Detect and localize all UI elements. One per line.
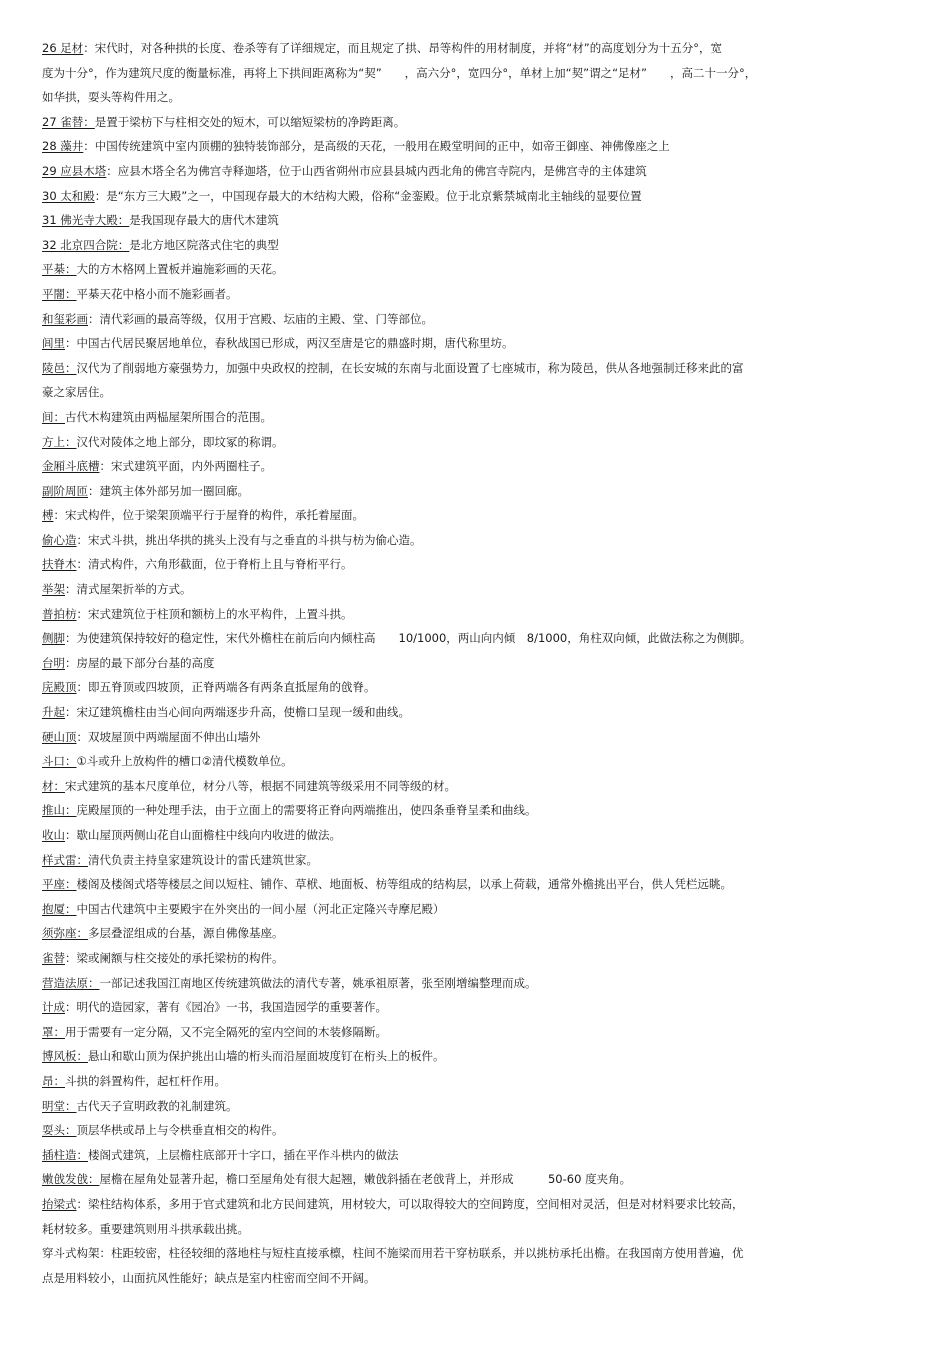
glossary-term: 须弥座： <box>42 926 88 941</box>
glossary-definition: ：宋式斗拱，挑出华拱的挑头上没有与之垂直的斗拱与枋为偷心造。 <box>76 532 422 547</box>
text-line <box>42 626 922 651</box>
glossary-term: 硬山顶 <box>42 729 77 744</box>
glossary-definition: 大的方木格网上置板并遍施彩画的天花。 <box>76 262 284 277</box>
text-line <box>42 36 922 61</box>
glossary-definition: ：宋式构件，位于梁架顶端平行于屋脊的构件，承托着屋面。 <box>53 508 364 523</box>
text-line <box>42 872 922 897</box>
glossary-term: 闾里 <box>42 336 65 351</box>
text-line <box>42 971 922 996</box>
glossary-definition: 汉代为了削弱地方豪强势力，加强中央政权的控制，在长安城的东南与北面设置了七座城市，称为陵邑，供从各地强制迁移来此的富 <box>76 360 744 375</box>
text-line <box>42 159 922 184</box>
text-line <box>42 798 922 823</box>
text-line <box>42 602 922 627</box>
text-line <box>42 1044 922 1069</box>
text-line <box>42 503 922 528</box>
glossary-definition: ：中国古代居民聚居地单位，春秋战国已形成，两汉至唐是它的鼎盛时期，唐代称里坊。 <box>65 336 514 351</box>
glossary-definition: ：清代彩画的最高等级，仅用于宫殿、坛庙的主殿、堂、门等部位。 <box>88 311 433 326</box>
glossary-term: 昂： <box>42 1073 65 1088</box>
glossary-term: 平棊： <box>42 262 77 277</box>
text-line <box>42 1192 922 1217</box>
glossary-definition: 宋式建筑的基本尺度单位，材分八等，根据不同建筑等级采用不同等级的材。 <box>65 778 456 793</box>
glossary-definition: ：是“东方三大殿”之一，中国现存最大的木结构大殿，俗称“金銮殿。位于北京紫禁城南北主轴线的显要位置 <box>94 188 642 203</box>
text-line <box>42 1094 922 1119</box>
text-line <box>42 1266 922 1291</box>
text-line <box>42 233 922 258</box>
glossary-definition: 平棊天花中格小而不施彩画者。 <box>76 286 238 301</box>
glossary-term: 举架 <box>42 582 65 597</box>
glossary-term: 扶脊木 <box>42 557 77 572</box>
text-line <box>42 552 922 577</box>
glossary-definition: 是置于梁枋下与柱相交处的短木，可以缩短梁枋的净跨距离。 <box>94 114 406 129</box>
text-line <box>42 479 922 504</box>
glossary-term: 27 雀替： <box>42 114 95 129</box>
glossary-definition: ：宋式建筑位于柱顶和额枋上的水平构件，上置斗拱。 <box>76 606 353 621</box>
glossary-term: 明堂： <box>42 1098 77 1113</box>
text-line <box>42 208 922 233</box>
glossary-term: 榑 <box>42 508 54 523</box>
text-line <box>42 134 922 159</box>
glossary-term: 侧脚 <box>42 631 65 646</box>
text-line <box>42 282 922 307</box>
glossary-definition: 如华拱，耍头等构件用之。 <box>42 90 180 105</box>
glossary-definition: ：双坡屋顶中两端屋面不伸出山墙外 <box>76 729 261 744</box>
glossary-term: 方上： <box>42 434 77 449</box>
text-line <box>42 651 922 676</box>
glossary-definition: ：清式构件，六角形截面，位于脊桁上且与脊桁平行。 <box>76 557 353 572</box>
glossary-term: 嫩戗发戗： <box>42 1172 100 1187</box>
text-line <box>42 749 922 774</box>
text-line <box>42 331 922 356</box>
text-line <box>42 823 922 848</box>
text-line <box>42 848 922 873</box>
text-line <box>42 85 922 110</box>
glossary-term: 博风板： <box>42 1049 88 1064</box>
glossary-term: 间： <box>42 409 65 424</box>
text-line <box>42 995 922 1020</box>
glossary-definition: 庑殿屋顶的一种处理手法，由于立面上的需要将正脊向两端推出，使四条垂脊呈柔和曲线。 <box>76 803 537 818</box>
glossary-definition: ：应县木塔全名为佛宫寺释迦塔，位于山西省朔州市应县县城内西北角的佛宫寺院内，是佛宫寺的主体建筑 <box>106 163 647 178</box>
glossary-term: 偷心造 <box>42 532 77 547</box>
text-line <box>42 577 922 602</box>
glossary-term: 32 北京四合院： <box>42 237 130 252</box>
glossary-term: 抬梁式 <box>42 1196 77 1211</box>
glossary-term: 28 藻井 <box>42 139 84 154</box>
glossary-definition: ：宋辽建筑檐柱由当心间向两端逐步升高，使檐口呈现一缓和曲线。 <box>65 705 410 720</box>
glossary-definition: 是北方地区院落式住宅的典型 <box>129 237 279 252</box>
glossary-term: 罩： <box>42 1024 65 1039</box>
glossary-definition: 豪之家居住。 <box>42 385 111 400</box>
glossary-definition: ：宋式建筑平面，内外两圈柱子。 <box>99 459 272 474</box>
glossary-term: 29 应县木塔 <box>42 163 107 178</box>
glossary-definition: 屋檐在屋角处显著升起，檐口至屋角处有很大起翘，嫩戗斜插在老戗背上，并形成 50-60 度夹角。 <box>99 1172 632 1187</box>
text-line <box>42 774 922 799</box>
text-line <box>42 1167 922 1192</box>
glossary-term: 推山： <box>42 803 77 818</box>
glossary-definition: 古代天子宣明政教的礼制建筑。 <box>76 1098 238 1113</box>
text-line <box>42 675 922 700</box>
glossary-definition: ：梁柱结构体系，多用于官式建筑和北方民间建筑，用材较大，可以取得较大的空间跨度，空间相对灵活，但是对材料要求比较高， <box>76 1196 744 1211</box>
glossary-definition: ①斗或升上放构件的槽口②清代模数单位。 <box>76 754 293 769</box>
glossary-term: 收山 <box>42 828 65 842</box>
glossary-term: 庑殿顶 <box>42 680 77 695</box>
glossary-term: 26 足材 <box>42 41 84 55</box>
glossary-definition: 清代负责主持皇家建筑设计的雷氏建筑世家。 <box>88 852 318 867</box>
glossary-text <box>42 36 922 1290</box>
text-line <box>42 1069 922 1094</box>
glossary-definition: 点是用料较小，山面抗风性能好；缺点是室内柱密而空间不开阔。 <box>42 1270 376 1285</box>
glossary-term: 材： <box>42 778 65 793</box>
glossary-definition: 古代木构建筑由两榀屋架所围合的范围。 <box>65 409 272 424</box>
glossary-definition: ：歇山屋顶两侧山花自山面檐柱中线向内收进的做法。 <box>65 828 341 842</box>
glossary-term: 营造法原： <box>42 975 100 990</box>
glossary-definition: ：中国传统建筑中室内顶棚的独特装饰部分，是高级的天花，一般用在殿堂明间的正中，如帝王御座、神佛像座之上 <box>83 139 670 154</box>
text-line <box>42 61 922 86</box>
text-line <box>42 1143 922 1168</box>
text-line <box>42 1217 922 1242</box>
glossary-definition: 悬山和歇山顶为保护挑出山墙的桁头而沿屋面坡度钉在桁头上的板件。 <box>88 1049 445 1064</box>
glossary-definition: 一部记述我国江南地区传统建筑做法的清代专著，姚承祖原著，张至刚增编整理而成。 <box>99 975 537 990</box>
glossary-definition: 耗材较多。重要建筑则用斗拱承载出挑。 <box>42 1221 249 1236</box>
glossary-definition: 汉代对陵体之地上部分，即坟冢的称谓。 <box>76 434 284 449</box>
glossary-term: 平座： <box>42 877 77 892</box>
text-line <box>42 307 922 332</box>
glossary-term: 斗口： <box>42 754 77 769</box>
text-line <box>42 110 922 135</box>
glossary-term: 普拍枋 <box>42 606 77 621</box>
glossary-term: 耍头： <box>42 1123 77 1138</box>
glossary-definition: 顶层华栱或昂上与令栱垂直相交的构件。 <box>76 1123 284 1138</box>
glossary-term: 样式雷： <box>42 852 88 867</box>
glossary-definition: 穿斗式构架：柱距较密，柱径较细的落地柱与短柱直接承檩，柱间不施梁而用若干穿枋联系，并以挑枋承托出檐。在我国南方使用普遍，优 <box>42 1246 744 1261</box>
glossary-definition: 中国古代建筑中主要殿宇在外突出的一间小屋（河北正定隆兴寺摩尼殿） <box>76 901 445 916</box>
glossary-term: 31 佛光寺大殿： <box>42 213 130 228</box>
text-line <box>42 1020 922 1045</box>
text-line <box>42 700 922 725</box>
glossary-definition: ：明代的造园家，著有《园冶》一书，我国造园学的重要著作。 <box>65 1000 387 1015</box>
glossary-term: 和玺彩画 <box>42 311 88 326</box>
glossary-definition: ：房屋的最下部分台基的高度 <box>65 655 215 670</box>
glossary-definition: 楼阁及楼阁式塔等楼层之间以短柱、铺作、草栿、地面板、枋等组成的结构层，以承上荷载，通常外檐挑出平台，供人凭栏远眺。 <box>76 877 732 892</box>
glossary-definition: 楼阁式建筑，上层檐柱底部开十字口，插在平作斗栱内的做法 <box>88 1147 399 1162</box>
text-line <box>42 946 922 971</box>
glossary-term: 金厢斗底槽 <box>42 459 100 474</box>
glossary-definition: ：建筑主体外部另加一圈回廊。 <box>88 483 249 498</box>
text-line <box>42 257 922 282</box>
text-line <box>42 725 922 750</box>
glossary-definition: ：梁或阑额与柱交接处的承托梁枋的构件。 <box>65 950 284 965</box>
text-line <box>42 897 922 922</box>
text-line <box>42 380 922 405</box>
glossary-term: 30 太和殿 <box>42 188 95 203</box>
glossary-term: 插柱造： <box>42 1147 88 1162</box>
text-line <box>42 184 922 209</box>
text-line <box>42 430 922 455</box>
glossary-definition: 斗拱的斜置构件，起杠杆作用。 <box>65 1073 226 1088</box>
glossary-term: 升起 <box>42 705 65 720</box>
glossary-definition: ：为使建筑保持较好的稳定性，宋代外檐柱在前后向内倾柱高 10/1000，两山向内倾 8/1000，角柱双向倾，此做法称之为侧脚。 <box>65 631 752 646</box>
text-line <box>42 405 922 430</box>
glossary-term: 平闇： <box>42 286 77 301</box>
text-line <box>42 528 922 553</box>
glossary-definition: 是我国现存最大的唐代木建筑 <box>129 213 279 228</box>
glossary-definition: ：即五脊顶或四坡顶，正脊两端各有两条直抵屋角的戗脊。 <box>76 680 376 695</box>
text-line <box>42 1118 922 1143</box>
glossary-term: 抱厦： <box>42 901 77 916</box>
glossary-term: 陵邑： <box>42 360 77 375</box>
glossary-term: 副阶周匝 <box>42 483 88 498</box>
text-line <box>42 921 922 946</box>
glossary-definition: 用于需要有一定分隔，又不完全隔死的室内空间的木装修隔断。 <box>65 1024 387 1039</box>
text-line <box>42 1241 922 1266</box>
glossary-term: 雀替 <box>42 950 65 965</box>
glossary-definition: 多层叠涩组成的台基，源自佛像基座。 <box>88 926 284 941</box>
text-line <box>42 356 922 381</box>
glossary-definition: ：宋代时，对各种拱的长度、卷杀等有了详细规定，而且规定了拱、昂等构件的用材制度，并将“材”的高度划分为十五分°，宽 <box>83 41 722 55</box>
glossary-term: 计成 <box>42 1000 65 1015</box>
glossary-definition: ：清式屋架折举的方式。 <box>65 582 192 597</box>
glossary-definition: 度为十分°，作为建筑尺度的衡量标准，再将上下拱间距离称为“契” ，高六分°，宽四分°，单材上加“契”谓之“足材” ，高二十一分°， <box>42 65 757 80</box>
glossary-term: 台明 <box>42 655 65 670</box>
text-line <box>42 454 922 479</box>
